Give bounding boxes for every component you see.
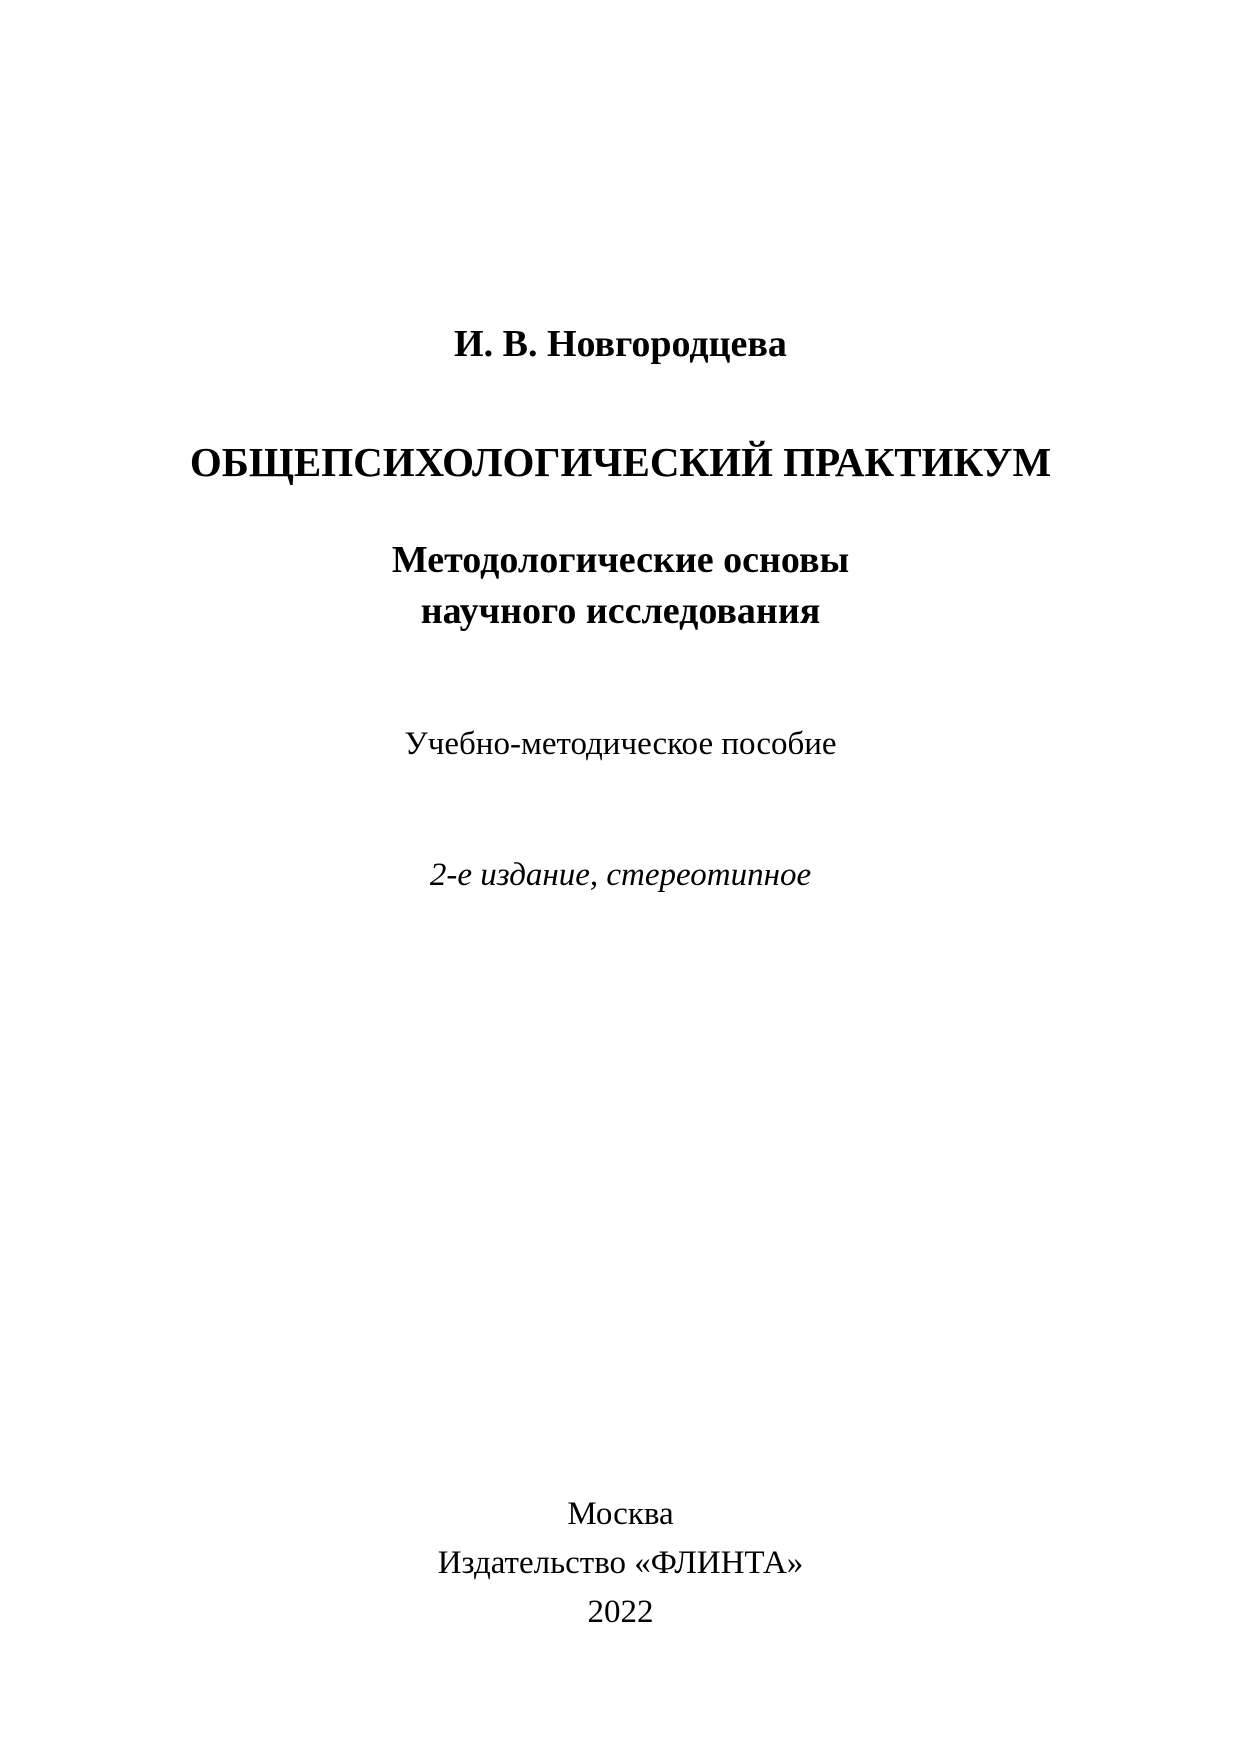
book-title: ОБЩЕПСИХОЛОГИЧЕСКИЙ ПРАКТИКУМ	[189, 439, 1052, 485]
document-type: Учебно-методическое пособие	[404, 726, 837, 762]
subtitle-line-2: научного исследования	[420, 590, 821, 632]
imprint-block	[0, 1490, 1241, 1637]
subtitle-line-1: Методологические основы	[391, 539, 850, 581]
imprint-year: 2022	[587, 1594, 654, 1630]
book-subtitle	[0, 535, 1241, 637]
imprint-city: Москва	[567, 1496, 674, 1532]
imprint-publisher: Издательство «ФЛИНТА»	[437, 1545, 804, 1581]
edition-note: 2-е издание, стереотипное	[429, 857, 812, 893]
author-name: И. В. Новгородцева	[454, 323, 787, 365]
